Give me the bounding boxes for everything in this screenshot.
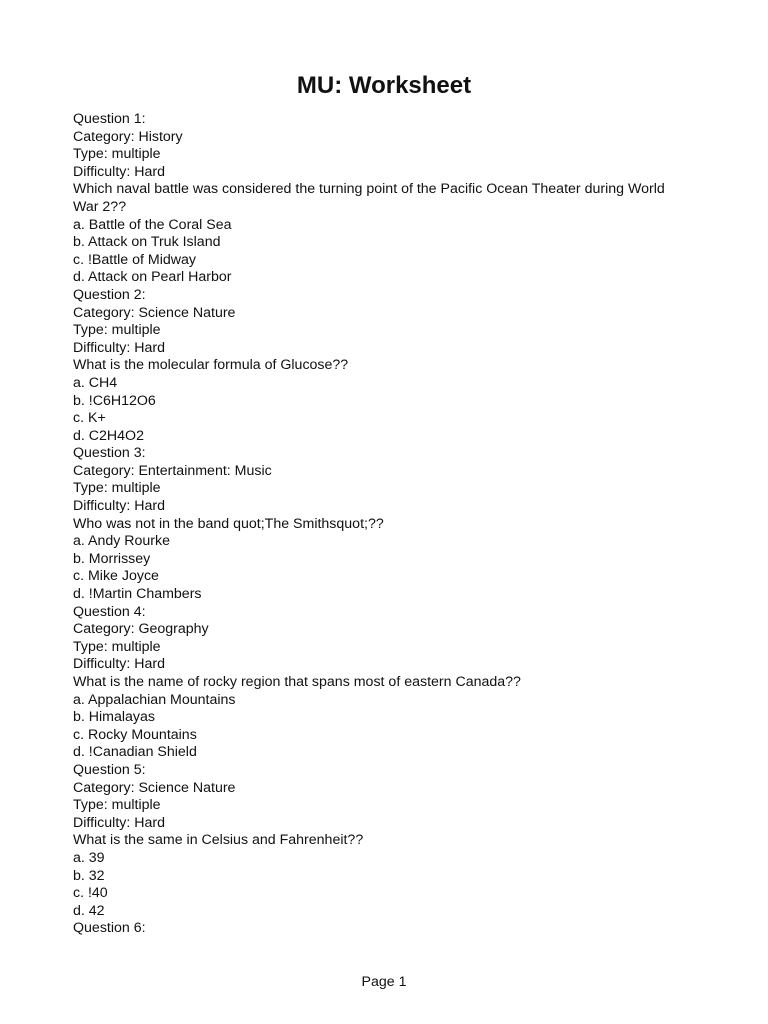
answer-option: a. Appalachian Mountains (73, 691, 236, 708)
question-heading: Question 5: (73, 761, 146, 778)
answer-option: d. 42 (73, 902, 105, 919)
question-heading: Question 1: (73, 111, 146, 127)
question-difficulty: Difficulty: Hard (73, 163, 165, 180)
question-difficulty: Difficulty: Hard (73, 498, 165, 515)
answer-option: c. Rocky Mountains (73, 726, 197, 743)
question-type: Type: multiple (73, 146, 161, 163)
answer-option: d. !Canadian Shield (73, 744, 197, 761)
question-difficulty: Difficulty: Hard (73, 339, 165, 356)
question-type: Type: multiple (73, 797, 161, 814)
question-text: Which naval battle was considered the turning point of the Pacific Ocean Theater during World War 2?? (73, 181, 665, 215)
answer-option: a. 39 (73, 849, 105, 866)
question-text: What is the name of rocky region that spans most of eastern Canada?? (73, 674, 521, 690)
question-heading: Question 6: (73, 920, 146, 937)
answer-option: b. Morrissey (73, 550, 151, 567)
question-text: What is the molecular formula of Glucose?? (73, 357, 349, 374)
question-block (73, 111, 698, 287)
answer-option: b. Attack on Truk Island (73, 234, 221, 251)
question-category: Category: Entertainment: Music (73, 462, 272, 479)
page-number: Page 1 (361, 974, 407, 990)
question-heading: Question 2: (73, 286, 146, 303)
question-difficulty: Difficulty: Hard (73, 656, 165, 673)
answer-option: a. Andy Rourke (73, 533, 171, 550)
answer-option: d. C2H4O2 (73, 427, 144, 444)
answer-option: b. Himalayas (73, 709, 156, 726)
question-category: Category: Science Nature (73, 304, 236, 321)
answer-option: c. !40 (73, 885, 108, 902)
question-block (73, 762, 698, 920)
page-title: MU: Worksheet (296, 72, 472, 99)
answer-option: a. Battle of the Coral Sea (73, 216, 232, 233)
question-category: Category: Geography (73, 621, 209, 638)
worksheet-content (73, 111, 698, 938)
question-category: Category: Science Nature (73, 779, 236, 796)
question-type: Type: multiple (73, 638, 161, 655)
question-block (73, 287, 698, 445)
answer-option: c. !Battle of Midway (73, 251, 197, 268)
answer-option: a. CH4 (73, 374, 118, 391)
answer-option: c. Mike Joyce (73, 568, 159, 585)
answer-option: d. !Martin Chambers (73, 586, 202, 603)
question-text: Who was not in the band quot;The Smithsquot;?? (73, 515, 384, 532)
question-heading: Question 4: (73, 603, 146, 620)
answer-option: c. K+ (73, 410, 106, 427)
question-difficulty: Difficulty: Hard (73, 814, 165, 831)
question-type: Type: multiple (73, 480, 161, 497)
question-category: Category: History (73, 128, 183, 145)
question-type: Type: multiple (73, 322, 161, 339)
question-block (73, 604, 698, 762)
answer-option: d. Attack on Pearl Harbor (73, 269, 232, 286)
answer-option: b. !C6H12O6 (73, 392, 156, 409)
question-block (73, 445, 698, 603)
question-text: What is the same in Celsius and Fahrenheit?? (73, 832, 364, 849)
question-heading: Question 3: (73, 445, 146, 462)
answer-option: b. 32 (73, 867, 105, 884)
